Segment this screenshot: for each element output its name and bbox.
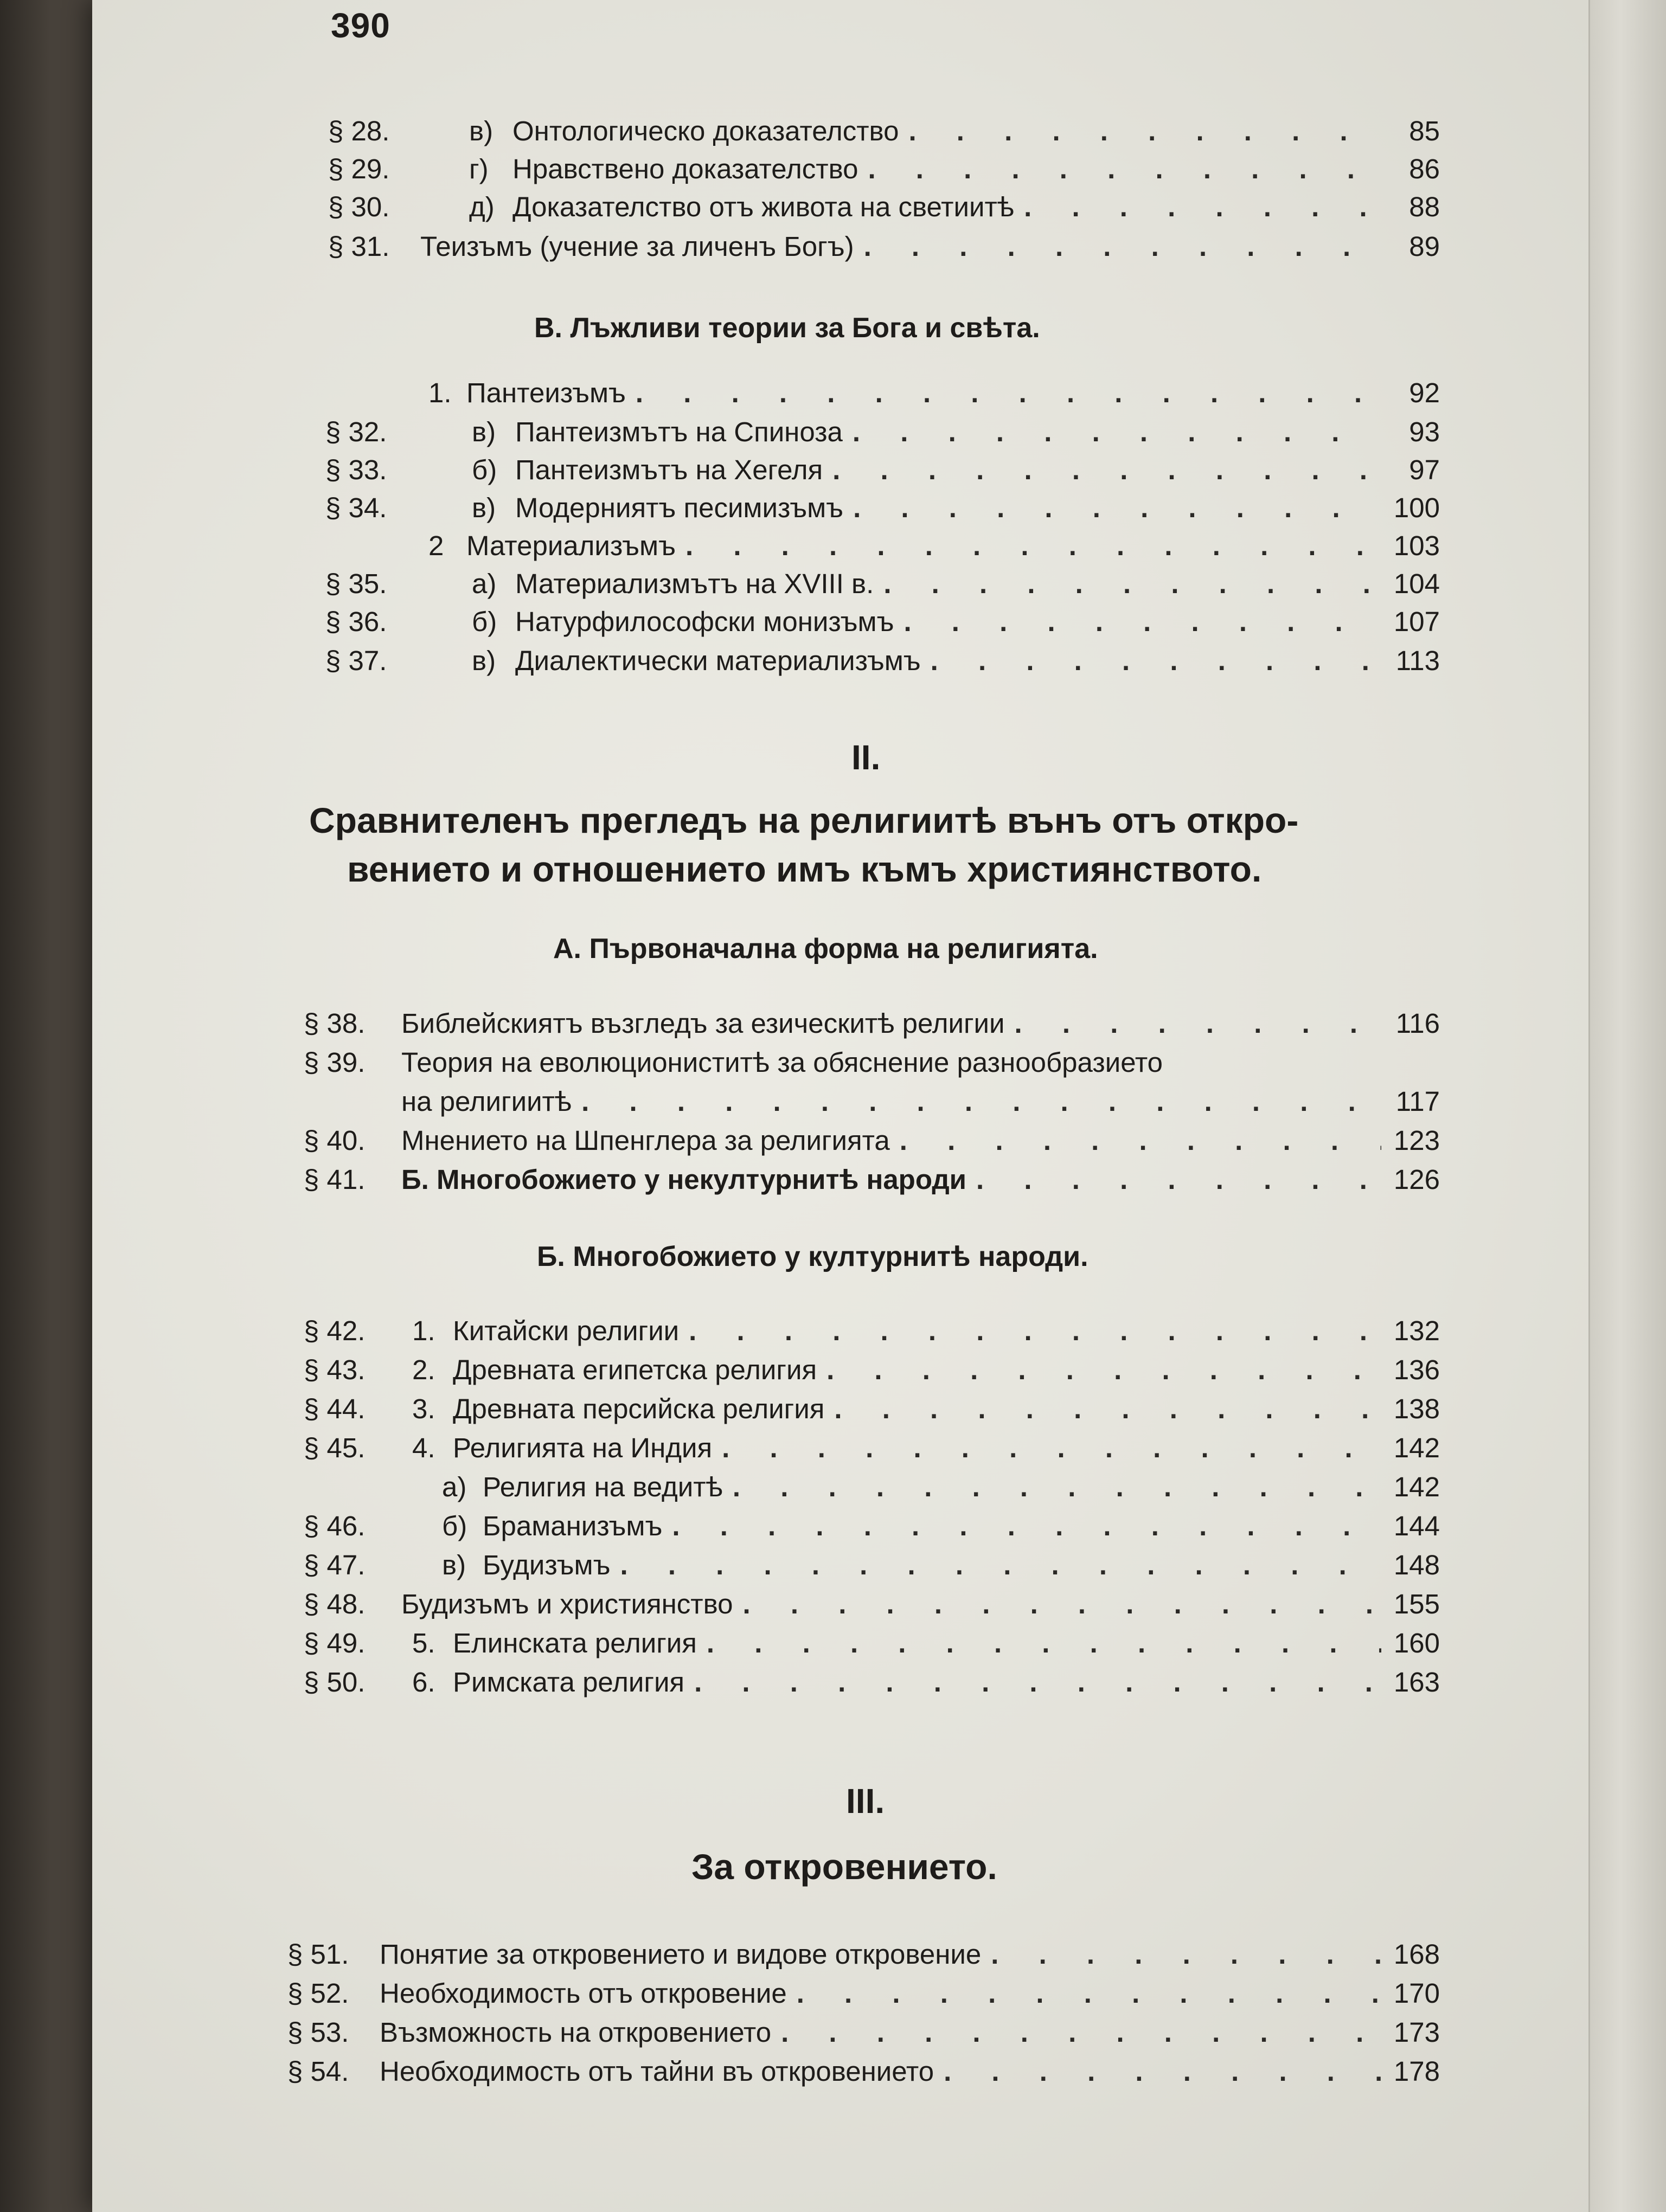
toc-leader-dots [620,1549,1381,1581]
toc-section-number: § 43. [304,1354,366,1385]
toc-title: Нравствено доказателство [512,153,858,184]
toc-leader-dots [1015,1007,1381,1040]
toc-page: 92 [1409,377,1440,408]
toc-sub-number: г) [469,153,489,184]
toc-leader-dots [868,153,1381,185]
toc-line [325,568,1440,600]
toc-title: Елинската религия [453,1628,697,1658]
toc-title: Понятие за откровението и видове откровение [380,1939,982,1970]
toc-page: 170 [1393,1978,1440,2009]
toc-title: Натурфилософски монизъмъ [515,606,894,637]
toc-line [304,1471,1440,1503]
toc-section-number: § 29. [328,153,390,184]
toc-line [304,1432,1440,1464]
toc-section-number: § 48. [304,1589,366,1619]
toc-line [304,1510,1440,1542]
toc-title: Необходимость отъ откровение [380,1978,787,2009]
toc-section-number: § 35. [325,568,387,599]
toc-title: Древната египетска религия [453,1354,817,1385]
toc-leader-dots [944,2055,1381,2088]
part-title-line: вението и отношението имъ къмъ християнството. [347,849,1262,889]
part-numeral: III. [846,1782,885,1821]
toc-leader-dots [581,1085,1381,1118]
toc-leader-dots [797,1977,1381,2010]
toc-line [304,1124,1440,1157]
toc-page: 86 [1409,153,1440,184]
toc-section-number: § 39. [304,1047,366,1078]
toc-title: Диалектически материализъмъ [515,645,921,676]
toc-line [304,1393,1440,1425]
toc-section-number: § 36. [325,606,387,637]
toc-page: 132 [1393,1315,1440,1346]
toc-section-number: § 37. [325,645,387,676]
toc-leader-dots [826,1354,1381,1386]
toc-section-number: § 40. [304,1125,366,1156]
toc-line [328,191,1440,223]
toc-section-number: § 50. [304,1667,366,1697]
toc-section-number: § 33. [325,454,387,485]
toc-sub-number: б) [472,454,497,485]
toc-title: Будизъмъ и християнство [401,1589,733,1619]
toc-section-number: § 53. [287,2017,349,2048]
toc-page: 107 [1393,606,1440,637]
toc-section-number: § 44. [304,1393,366,1424]
toc-title: Будизъмъ [483,1549,611,1580]
toc-title: Материализъмъ [466,530,676,561]
toc-leader-dots [991,1938,1381,1971]
page-number: 390 [331,6,390,45]
toc-page: 136 [1393,1354,1440,1385]
toc-line [287,1938,1440,1971]
toc-sub-number: а) [442,1471,467,1502]
toc-page: 142 [1393,1471,1440,1502]
toc-line [304,1588,1440,1621]
toc-page: 173 [1393,2017,1440,2048]
toc-sub-number: 2 [428,530,444,561]
toc-sub-number: б) [472,606,497,637]
toc-sub-number: 1. [428,377,452,408]
toc-page: 104 [1393,568,1440,599]
toc-sub-number: 5. [412,1628,435,1658]
toc-page: 155 [1393,1589,1440,1619]
toc-section-number: § 47. [304,1549,366,1580]
toc-title: Религията на Индия [453,1432,713,1463]
toc-line [287,2055,1440,2088]
toc-page: 126 [1393,1164,1440,1195]
toc-line [325,377,1440,409]
toc-leader-dots [1024,191,1381,223]
toc-title: Пантеизмътъ на Спиноза [515,416,843,447]
toc-leader-dots [904,606,1381,638]
toc-page: 113 [1395,645,1440,676]
toc-title: Браманизъмъ [483,1510,663,1541]
toc-title: Древната персийска религия [453,1393,825,1424]
toc-section-number: § 46. [304,1510,366,1541]
toc-line [304,1085,1440,1118]
next-page-edge [1588,0,1666,2212]
toc-sub-number: 2. [412,1354,435,1385]
part-numeral: II. [851,738,881,777]
toc-title: Теория на еволюциониститѣ за обяснение разнообразието [401,1047,1163,1078]
toc-section-number: § 42. [304,1315,366,1346]
toc-leader-dots [694,1666,1381,1699]
toc-leader-dots [853,416,1381,448]
toc-title: Религия на ведитѣ [483,1471,723,1502]
toc-leader-dots [832,454,1381,486]
toc-title: Мнението на Шпенглера за религията [401,1125,890,1156]
toc-leader-dots [853,492,1381,524]
toc-line [325,645,1440,677]
toc-section-number: § 52. [287,1978,349,2009]
toc-title: Материализмътъ на XVIII в. [515,568,874,599]
toc-sub-number: 3. [412,1393,435,1424]
toc-leader-dots [908,115,1381,147]
toc-line [304,1007,1440,1040]
toc-title: Пантеизъмъ [466,377,626,408]
section-heading: Б. Многобожието у културнитѣ народи. [537,1241,1088,1272]
toc-line [325,606,1440,638]
toc-section-number: § 32. [325,416,387,447]
toc-section-number: § 51. [287,1939,349,1970]
toc-page: 160 [1393,1628,1440,1658]
toc-sub-number: в) [469,115,494,146]
toc-leader-dots [931,645,1381,677]
section-heading: А. Първоначална форма на религията. [553,933,1098,964]
toc-section-number: § 28. [328,115,390,146]
toc-title: Теизъмъ (учение за личенъ Богъ) [420,231,854,262]
toc-leader-dots [781,2016,1381,2049]
toc-line [328,153,1440,185]
toc-leader-dots [636,377,1381,409]
toc-page: 100 [1393,492,1440,523]
toc-leader-dots [733,1471,1381,1503]
toc-page: 138 [1393,1393,1440,1424]
toc-page: 103 [1393,530,1440,561]
toc-line [325,530,1440,562]
toc-line [304,1046,1372,1079]
toc-title: Възможность на откровението [380,2017,772,2048]
toc-title: Китайски религии [453,1315,680,1346]
toc-line [304,1315,1440,1347]
toc-page: 144 [1393,1510,1440,1541]
toc-line [304,1627,1440,1660]
toc-page: 117 [1395,1086,1440,1117]
toc-page: 178 [1393,2056,1440,2087]
toc-sub-number: д) [469,191,495,222]
toc-page: 97 [1409,454,1440,485]
toc-section-number: § 45. [304,1432,366,1463]
toc-sub-number: в) [472,492,496,523]
toc-page: 85 [1409,115,1440,146]
toc-title: Доказателство отъ живота на светиитѣ [512,191,1015,222]
toc-line [328,230,1440,263]
toc-page: 116 [1395,1008,1440,1039]
toc-leader-dots [883,568,1381,600]
toc-line [328,115,1440,147]
toc-title: Необходимость отъ тайни въ откровението [380,2056,934,2087]
toc-page: 88 [1409,191,1440,222]
toc-title: Римската религия [453,1667,685,1697]
toc-page: 93 [1409,416,1440,447]
toc-sub-number: б) [442,1510,467,1541]
toc-section-number: § 34. [325,492,387,523]
part-title: За откровението. [691,1847,997,1887]
toc-line [325,416,1440,448]
toc-line [304,1666,1440,1699]
toc-sub-number: а) [472,568,497,599]
toc-leader-dots [689,1315,1381,1347]
toc-section-number: § 41. [304,1164,366,1195]
toc-line [325,454,1440,486]
toc-page: 148 [1393,1549,1440,1580]
toc-sub-number: 4. [412,1432,435,1463]
toc-leader-dots [900,1124,1381,1157]
toc-leader-dots [685,530,1381,562]
toc-leader-dots [976,1163,1381,1196]
toc-section-number: § 54. [287,2056,349,2087]
toc-line [304,1354,1440,1386]
toc-section-number: § 49. [304,1628,366,1658]
toc-line [287,2016,1440,2049]
toc-page: 163 [1393,1667,1440,1697]
toc-sub-number: в) [472,645,496,676]
toc-leader-dots [707,1627,1381,1660]
toc-page: 168 [1393,1939,1440,1970]
part-title-line: Сравнителенъ прегледъ на религиитѣ вънъ отъ откро- [309,800,1299,840]
toc-line [287,1977,1440,2010]
toc-leader-dots [834,1393,1381,1425]
toc-page: 123 [1393,1125,1440,1156]
toc-line [304,1163,1440,1196]
toc-section-number: § 30. [328,191,390,222]
toc-sub-number: 1. [412,1315,435,1346]
toc-title: Б. Многобожието у некултурнитѣ народи [401,1164,967,1195]
toc-title: Онтологическо доказателство [512,115,899,146]
toc-sub-number: в) [442,1549,466,1580]
toc-page: 142 [1393,1432,1440,1463]
toc-leader-dots [743,1588,1381,1621]
toc-leader-dots [672,1510,1381,1542]
toc-page: 89 [1409,231,1440,262]
toc-section-number: § 31. [328,231,390,262]
toc-line [304,1549,1440,1581]
toc-title: на религиитѣ [401,1086,572,1117]
toc-title: Модерниятъ песимизъмъ [515,492,844,523]
toc-sub-number: в) [472,416,496,447]
toc-sub-number: 6. [412,1667,435,1697]
section-heading: В. Лъжливи теории за Бога и свѣта. [534,312,1040,344]
toc-section-number: § 38. [304,1008,366,1039]
toc-title: Библейскиятъ възгледъ за езическитѣ религии [401,1008,1005,1039]
toc-title: Пантеизмътъ на Хегеля [515,454,823,485]
toc-leader-dots [722,1432,1381,1464]
toc-line [325,492,1440,524]
toc-leader-dots [864,230,1381,263]
